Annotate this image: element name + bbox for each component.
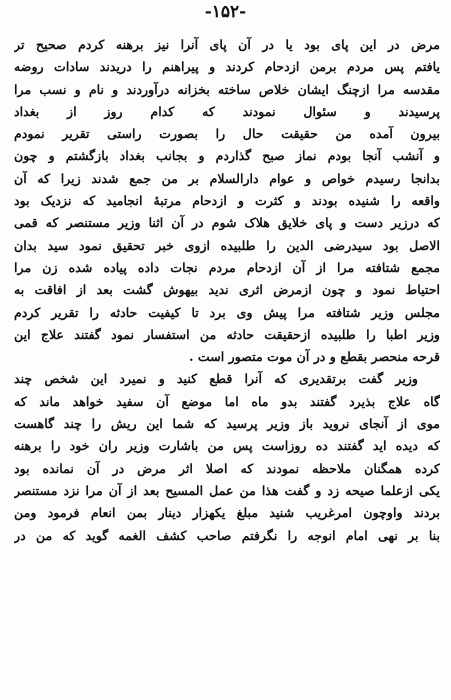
- text-line: وزیر اطبا را طلبیده ازحقیقت حادثه من استفسار نمود گفتند علاج این: [14, 326, 440, 342]
- text-line: مجلس وزیر شتافته مرا پیش وی برد تا کیفیت حادثه را تقریر کردم: [14, 304, 440, 320]
- text-line: بدانجا رسیدم خواص و عوام دارالسلام بر من جمع شدند زیرا که آن: [14, 170, 440, 186]
- text-line: مجمع شتافته مرا از آن ازدحام مردم نجات داده پیاده شده زن مرا: [14, 259, 440, 275]
- text-line: احتیاط نمود و چون ازمرض اثری ندید بیهوش گشت بعد از افاقت به: [14, 282, 440, 298]
- text-line: که دیده اید گفتند ده روزاست پس من باشارت وزیر ران خود را برهنه: [14, 438, 440, 454]
- paragraph-start-line: وزیر گفت برتقدیری که آنرا قطع کنید و نمیرد این شخص چند: [14, 371, 418, 387]
- text-line: یافتم پس مردم برمن ازدحام کردند و پیراهنم را دریدند سادات روضه: [14, 59, 440, 75]
- text-line: و آنشب آنجا بودم نماز صبح گذاردم و بجانب بغداد بازگشتم و چون: [14, 148, 440, 164]
- text-line: بنا بر نهی امام انوجه را نگرفتم صاحب کشف الغمه گوید که من در: [14, 527, 440, 543]
- text-line: گاه علاج بذیرد گفتند بدو ماه اما موضع آن سفید خواهد ماند که: [14, 393, 440, 409]
- text-line: کرده همگنان ملاحظه نمودند که اصلا اثر مرض در آن نمانده بود: [14, 460, 440, 476]
- text-line: موی از آنجای نروید باز وزیر پرسید که شما این ریش را چند گاهست: [14, 416, 440, 432]
- text-line: مرض در این پای بود یا در آن پای آنرا نیز برهنه کردم صحیح تر: [14, 37, 440, 52]
- text-line: الاصل بود سیدرضی الدین را طلبیده ازوی خبر تحقیق نمود سید بدان: [14, 237, 440, 253]
- text-line: واقعه را شنیده بودند و کثرت و ازدحام مرتبهٔ انجامید که نزدیک بود: [14, 193, 440, 209]
- text-line: پرسیدند و سئوال نمودند که کدام روز از بغداد: [14, 103, 440, 119]
- text-line: بردند واوچون امرغریب شنید مبلغ یکهزار دینار بمن انعام فرمود ومن: [14, 505, 440, 521]
- body-text: [14, 34, 440, 547]
- text-line: مقدسه مرا ازچنگ ایشان خلاص ساخته بخزانه درآوردند و نام و نسب مرا: [14, 81, 440, 97]
- page-number: -۱۵۲-: [204, 2, 247, 22]
- text-line: که درزیر دست و پای خلایق هلاک شوم در آن اثنا وزیر مستنصر که قمی: [14, 215, 440, 231]
- text-line: بیرون آمده من حقیقت حال را بصورت راستی تقریر نمودم: [14, 126, 440, 142]
- text-line: یکی ازعلما صیحه زد و گفت هذا من عمل المسیح بعد از آن مرا نزد مستنصر: [14, 482, 440, 498]
- paragraph-end-line: قرحه منحصر بقطع و در آن موت متصور است .: [189, 349, 440, 365]
